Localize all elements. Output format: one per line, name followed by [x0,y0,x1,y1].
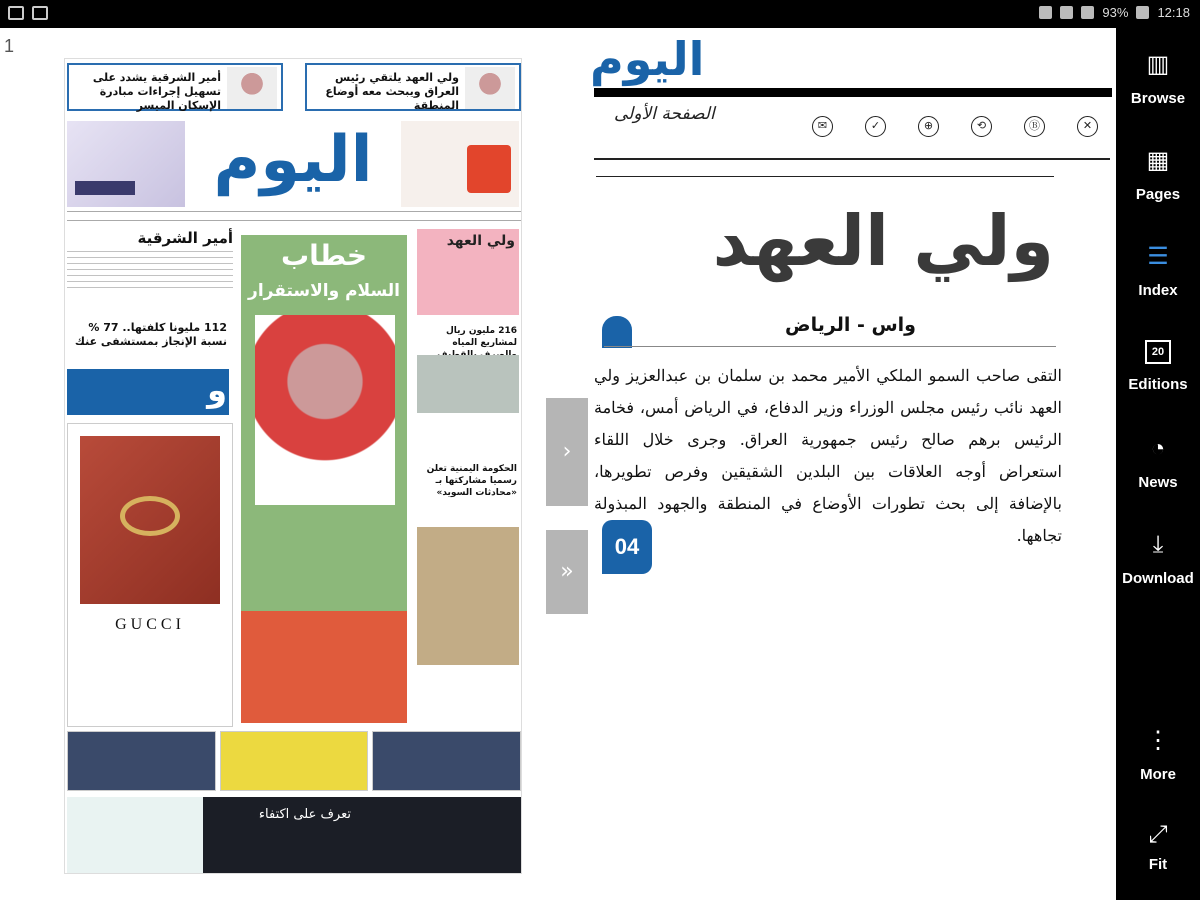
teaser-right-text: ولي العهد يلتقي رئيس العراق ويبحث معه أوضاع المنطقة [325,71,459,112]
article-body: التقى صاحب السمو الملكي الأمير محمد بن سلمان بن عبدالعزيز ولي العهد نائب رئيس مجلس الوزراء وزير الدفاع، في الرياض أمس، فخامة الرئيس برهم صالح رئيس جمهورية العراق. وجرى خلال اللقاء استعراض أوجه العلاقات بين البلدين الشقيقين وفرص تطويرها، بالإضافة إلى بحث تطورات الأوضاع في المنطقة والجهود المبذولة تجاهها. [594,366,1062,545]
calendar-icon: 20 [1145,340,1171,364]
editions-button[interactable] [1116,340,1200,430]
editions-label: Editions [1128,376,1188,393]
red-news-box [241,611,407,723]
wifi-icon [1081,6,1094,19]
newspaper-masthead: اليوم [213,123,373,197]
teaser-left-text: أمير الشرقية يشدد على تسهيل إجراءات مبادرة الإسكان الميسر [92,71,221,112]
car-ad-1[interactable] [67,731,216,791]
blue-promo-band[interactable] [67,369,229,415]
article-panel [590,30,1116,900]
classified-ads-row[interactable] [67,731,521,791]
fit-screen-icon: ⤢ [1148,821,1168,848]
teaser-left[interactable] [67,63,283,111]
car-ad-2[interactable] [220,731,369,791]
teaser-right-photo [465,67,515,109]
teaser-left-photo [227,67,277,109]
index-button[interactable] [1116,244,1200,334]
ad-banner [75,181,135,195]
more-button[interactable] [1116,728,1200,818]
download-button[interactable] [1116,532,1200,622]
check-icon[interactable]: ✓ [865,116,886,137]
brand-mark-icon [602,316,632,348]
download-label: Download [1122,570,1194,587]
lock-icon [1039,6,1052,19]
watch-icon [120,496,180,536]
teaser-right[interactable] [305,63,521,111]
header-rule [594,88,1112,97]
car-ad-3[interactable] [372,731,521,791]
bookmark-icon[interactable]: Ⓑ [1024,116,1045,137]
browse-label: Browse [1130,90,1186,107]
toolbar-rule [594,158,1110,160]
page-number: 1 [4,36,15,56]
index-label: Index [1138,282,1178,299]
clock: 12:18 [1157,5,1190,20]
news-label: News [1138,474,1178,491]
right-story-2: الحكومة اليمنية تعلن رسميا مشاركتها بـ «محادثات السويد» [426,464,517,498]
forklift-image [467,145,511,193]
more-label: More [1140,766,1176,783]
meeting-photo [417,355,519,413]
left-column-head: أمير الشرقية [137,229,233,247]
email-icon[interactable]: ✉ [812,116,833,137]
battery-icon [1136,6,1149,19]
right-story-1: 216 مليون ريال لمشاريع المياه [445,326,517,348]
gucci-ad[interactable] [67,423,233,727]
share-icon[interactable]: ⟲ [971,116,992,137]
article-toolbar [812,116,1098,137]
rss-icon: ◔ [1150,435,1166,462]
soldiers-photo [417,527,519,665]
gallery-notification-icon [8,6,24,20]
mute-icon [1060,6,1073,19]
fit-label: Fit [1148,856,1168,873]
fit-button[interactable] [1116,822,1200,912]
page-badge[interactable]: 04 [602,520,652,574]
center-subtitle: السلام والاستقرار [248,281,400,301]
watch-photo [80,436,220,604]
status-bar [0,0,1200,28]
news-button[interactable] [1116,436,1200,526]
article-logo: اليوم [590,32,705,86]
last-page-button[interactable]: » [546,530,588,614]
bottom-ad-text: تعرف على اكتفاء [258,807,351,822]
top-left-ad[interactable] [67,121,185,207]
battery-level: 93% [1102,5,1129,20]
left-story: 112 مليونا كلفتها.. 77 % نسبة الإنجاز بمستشفى عنك [74,321,227,348]
side-nav [1116,28,1200,900]
zoom-icon[interactable]: ⊕ [918,116,939,137]
top-right-ad[interactable] [401,121,519,207]
center-title: خطاب [280,239,368,272]
list-icon: ☰ [1147,243,1169,270]
text-lines [67,251,233,291]
pages-label: Pages [1135,186,1181,203]
center-feature[interactable] [241,235,407,723]
section-label: الصفحة الأولى [614,104,715,124]
next-page-button[interactable]: › [546,398,588,506]
close-icon[interactable]: ✕ [1077,116,1098,137]
article-headline: ولي العهد [712,200,1054,282]
right-column-top[interactable] [417,229,519,315]
date-bar [67,211,521,221]
headline-rule [596,176,1054,177]
bottom-ad[interactable] [67,797,521,873]
download-icon: ⤓ [1152,531,1164,558]
browse-button[interactable] [1116,52,1200,142]
newspaper-page[interactable] [64,58,522,874]
right-column-head: ولي العهد [446,233,515,249]
byline-rule [604,346,1056,347]
article-byline: واس - الرياض [785,314,916,336]
waw-logo-icon: و [207,371,227,409]
app-notification-icon [32,6,48,20]
pages-button[interactable] [1116,148,1200,238]
ad-brand: GUCCI [115,616,185,633]
more-vert-icon: ⋮ [1146,727,1170,754]
king-photo [255,315,395,505]
grid-icon: ▦ [1146,147,1170,174]
book-icon: ▥ [1146,51,1170,78]
